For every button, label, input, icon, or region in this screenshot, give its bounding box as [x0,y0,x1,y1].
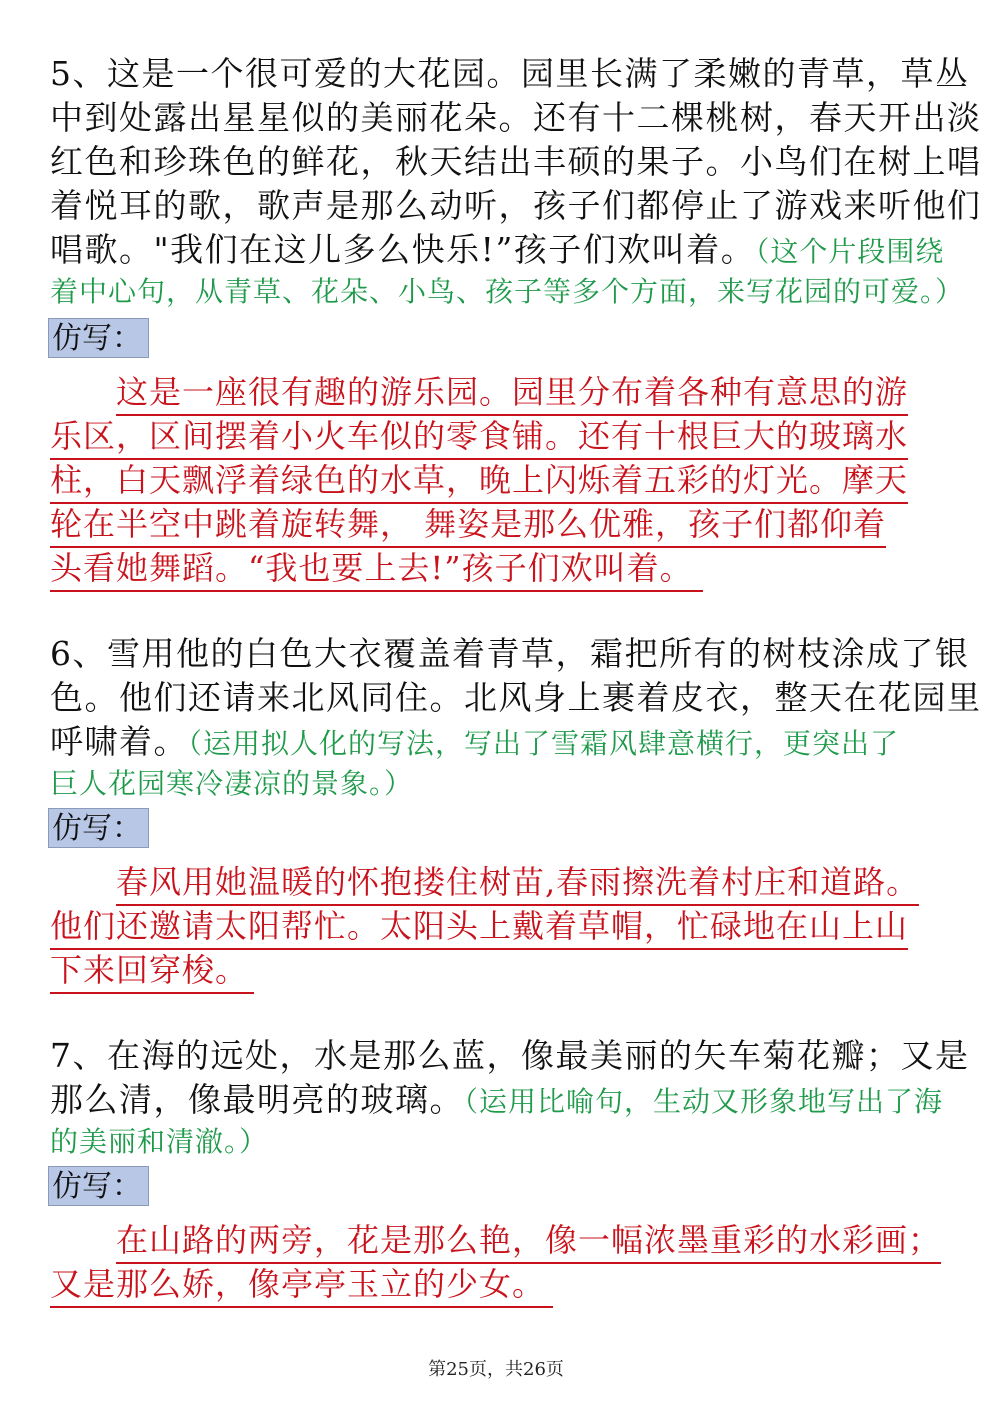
section6-line-3 [50,720,899,766]
section7-imitation-line-1: 在山路的两旁，花是那么艳，像一幅浓墨重彩的水彩画； [116,1218,941,1264]
section7-note-lead: （运用比喻句，生动又形象地写出了海 [464,1085,944,1118]
section5-imitation-line-5: 头看她舞蹈。“我也要上去!”孩子们欢叫着。 [50,546,703,592]
section6-line-3-text: 呼啸着。 [50,722,188,761]
section7-note-line-2: 的美丽和清澈。） [50,1125,269,1158]
section5-note-line-2: 着中心句，从青草、花朵、小鸟、孩子等多个方面，来写花园的可爱。） [50,275,965,308]
section5-line-5-text: 唱歌。"我们在这儿多么快乐!”孩子们欢叫着。 [50,230,756,269]
section5-line-1: 5、这是一个很可爱的大花园。园里长满了柔嫩的青草，草丛 [50,54,970,93]
section5-imitation-line-4: 轮在半空中跳着旋转舞， 舞姿是那么优雅，孩子们都仰着 [50,502,886,548]
section7-imitation-line-2: 又是那么娇，像亭亭玉立的少女。 [50,1262,553,1308]
section6-imitation-label: 仿写： [48,808,149,848]
section6-imitation-line-1: 春风用她温暖的怀抱搂住树苗,春雨擦洗着村庄和道路。 [116,860,919,906]
section7-line-1: 7、在海的远处，水是那么蓝，像最美丽的矢车菊花瓣；又是 [50,1036,970,1075]
section5-imitation-line-3: 柱，白天飘浮着绿色的水草，晚上闪烁着五彩的灯光。摩天 [50,458,908,504]
section7-line-2 [50,1078,943,1124]
section5-imitation-line-2: 乐区，区间摆着小火车似的零食铺。还有十根巨大的玻璃水 [50,414,908,460]
section5-line-5 [50,228,944,274]
section5-line-3: 红色和珍珠色的鲜花，秋天结出丰硕的果子。小鸟们在树上唱 [50,142,982,181]
section5-imitation-label: 仿写： [48,318,149,358]
section6-line-2: 色。他们还请来北风同住。北风身上裹着皮衣，整天在花园里 [50,678,982,717]
section5-note-lead: （这个片段围绕 [755,235,945,268]
section6-imitation-line-3: 下来回穿梭。 [50,948,254,994]
section5-line-2: 中到处露出星星似的美丽花朵。还有十二棵桃树，春天开出淡 [50,98,982,137]
section6-line-1: 6、雪用他的白色大衣覆盖着青草，霜把所有的树枝涂成了银 [50,634,970,673]
section7-line-2-text: 那么清，像最明亮的玻璃。 [50,1080,464,1119]
section6-note-line-2: 巨人花园寒冷凄凉的景象。） [50,767,414,800]
section6-imitation-line-2: 他们还邀请太阳帮忙。太阳头上戴着草帽，忙碌地在山上山 [50,904,908,950]
section7-imitation-label: 仿写： [48,1166,149,1206]
section6-note-lead: （运用拟人化的写法，写出了雪霜风肆意横行，更突出了 [188,727,900,760]
section5-line-4: 着悦耳的歌，歌声是那么动听，孩子们都停止了游戏来听他们 [50,186,982,225]
section5-imitation-line-1: 这是一座很有趣的游乐园。园里分布着各种有意思的游 [116,370,908,416]
page-number: 第25页，共26页 [428,1359,564,1380]
